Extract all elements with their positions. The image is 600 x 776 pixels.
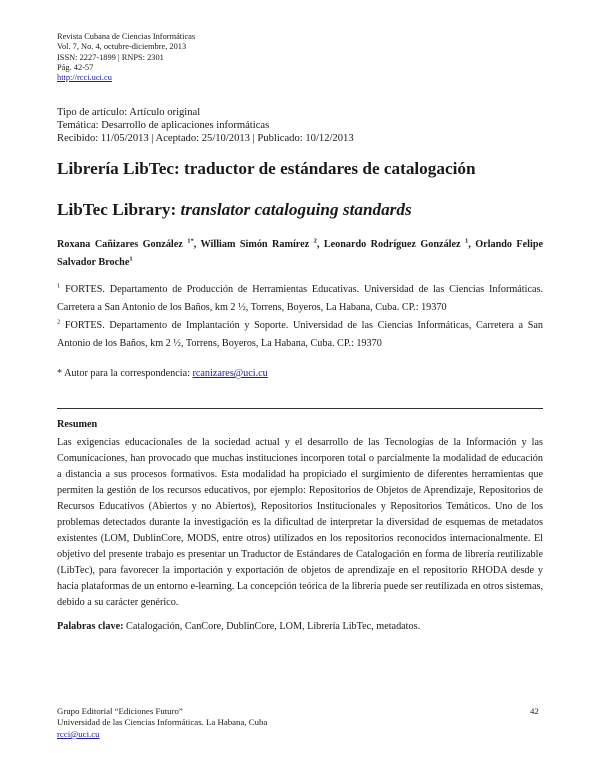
journal-url-link[interactable]: http://rcci.uci.cu [57, 73, 112, 83]
keywords-text: Catalogación, CanCore, DublinCore, LOM, Librería LibTec, metadatos. [123, 621, 421, 632]
affiliation-2 [57, 317, 543, 352]
footer-university: Universidad de las Ciencias Informáticas. La Habana, Cuba [57, 717, 268, 728]
journal-volume: Vol. 7, No. 4, octubre-diciembre, 2013 [57, 42, 187, 52]
correspondence [57, 368, 268, 379]
journal-header [57, 32, 195, 83]
author-name: Orlando Felipe Salvador Broche [57, 239, 544, 268]
abstract-heading: Resumen [57, 419, 98, 430]
footer-email-link[interactable]: rcci@uci.cu [57, 728, 100, 739]
page-footer [57, 706, 267, 740]
author-name: William Simón Ramírez [200, 239, 310, 250]
page-number: 42 [530, 706, 539, 716]
author-mark: 1 [129, 255, 133, 263]
correspondence-label: * Autor para la correspondencia: [57, 368, 193, 379]
correspondence-email-link[interactable]: rcanizares@uci.cu [192, 368, 268, 379]
journal-name: Revista Cubana de Ciencias Informáticas [57, 32, 196, 41]
article-dates: Recibido: 11/05/2013 | Aceptado: 25/10/2013 | Publicado: 10/12/2013 [57, 133, 354, 145]
title-spanish: Librería LibTec: traductor de estándares de catalogación [57, 159, 476, 178]
article-type: Tipo de artículo: Artículo original [57, 107, 201, 118]
abstract-text: Las exigencias educacionales de la sociedad actual y el desarrollo de las Tecnologías de la Información y las Comunicaciones, han provocado que muchas instituciones incorporen total o parcialmente la modalidad de educación a distancia a sus procesos formativos. Esta modalidad ha propiciado el surgimiento de diferentes herramientas que permiten la gestión de los recursos educativos, por ejemplo: Repositorios de Objetos de Aprendizaje, Repositorios de Recursos Educativos (Abiertos y no Abiertos), Repositorios Institucionales y Repositorios Temáticos. Uno de los problemas detectados durante la investigación es la dificultad de interpretar la diversidad de esquemas de metadatos existentes (LOM, DublinCore, MODS, entre otros) utilizados en los repositorios reconocidos internacionalmente. El objetivo del presente trabajo es presentar un Traductor de Estándares de Catalogación en forma de librería reutilizable (LibTec), para favorecer la importación y exportación de objetos de aprendizaje en el repositorio RHODA desde y hacia plataformas de un entorno e-learning. La concepción teórica de la librería puede ser reutilizada en otros sistemas, debido a su carácter genérico. [57, 437, 543, 608]
title-english-italic: translator cataloguing standards [180, 200, 412, 219]
affiliation-text: FORTES. Departamento de Producción de Herramientas Educativas. Universidad de las Ciencias Informáticas. Carretera a San Antonio de los Baños, km 2 ½, Torrens, Boyeros, La Habana, Cuba. CP.: 19370 [57, 284, 544, 313]
affiliation-mark: 1 [57, 282, 61, 290]
article-meta [57, 106, 354, 145]
author-name: Roxana Cañizares González [57, 239, 183, 250]
keywords-label: Palabras clave: [57, 621, 124, 632]
keywords [57, 621, 543, 632]
author-list: Roxana Cañizares González $^{1*}$, William Simón Ramírez $^2$, Leonardo Rodríguez González $^1$, Orlando Felipe Salvador Broche$^1$ [57, 237, 544, 268]
author-mark: 2 [313, 237, 317, 245]
affiliation-1 [57, 281, 543, 316]
title-english [57, 200, 412, 220]
title-english-bold: LibTec Library: [57, 200, 181, 219]
author-mark: 1* [187, 237, 194, 245]
journal-pages: Pág. 42-57 [57, 62, 94, 72]
author-mark: 1 [464, 237, 469, 245]
footer-publisher: Grupo Editorial “Ediciones Futuro” [57, 706, 183, 716]
section-divider [57, 408, 543, 409]
article-topic: Temática: Desarrollo de aplicaciones informáticas [57, 120, 270, 132]
affiliation-text: FORTES. Departamento de Implantación y Soporte. Universidad de las Ciencias Informáticas, Carretera a San Antonio de los Baños, km 2 ½, Torrens, Boyeros, La Habana, Cuba. CP.: 19370 [57, 320, 543, 349]
affiliation-mark: 2 [57, 318, 61, 326]
author-name: Leonardo Rodríguez González [323, 239, 461, 250]
journal-issn: ISSN: 2227-1899 | RNPS: 2301 [57, 52, 164, 62]
